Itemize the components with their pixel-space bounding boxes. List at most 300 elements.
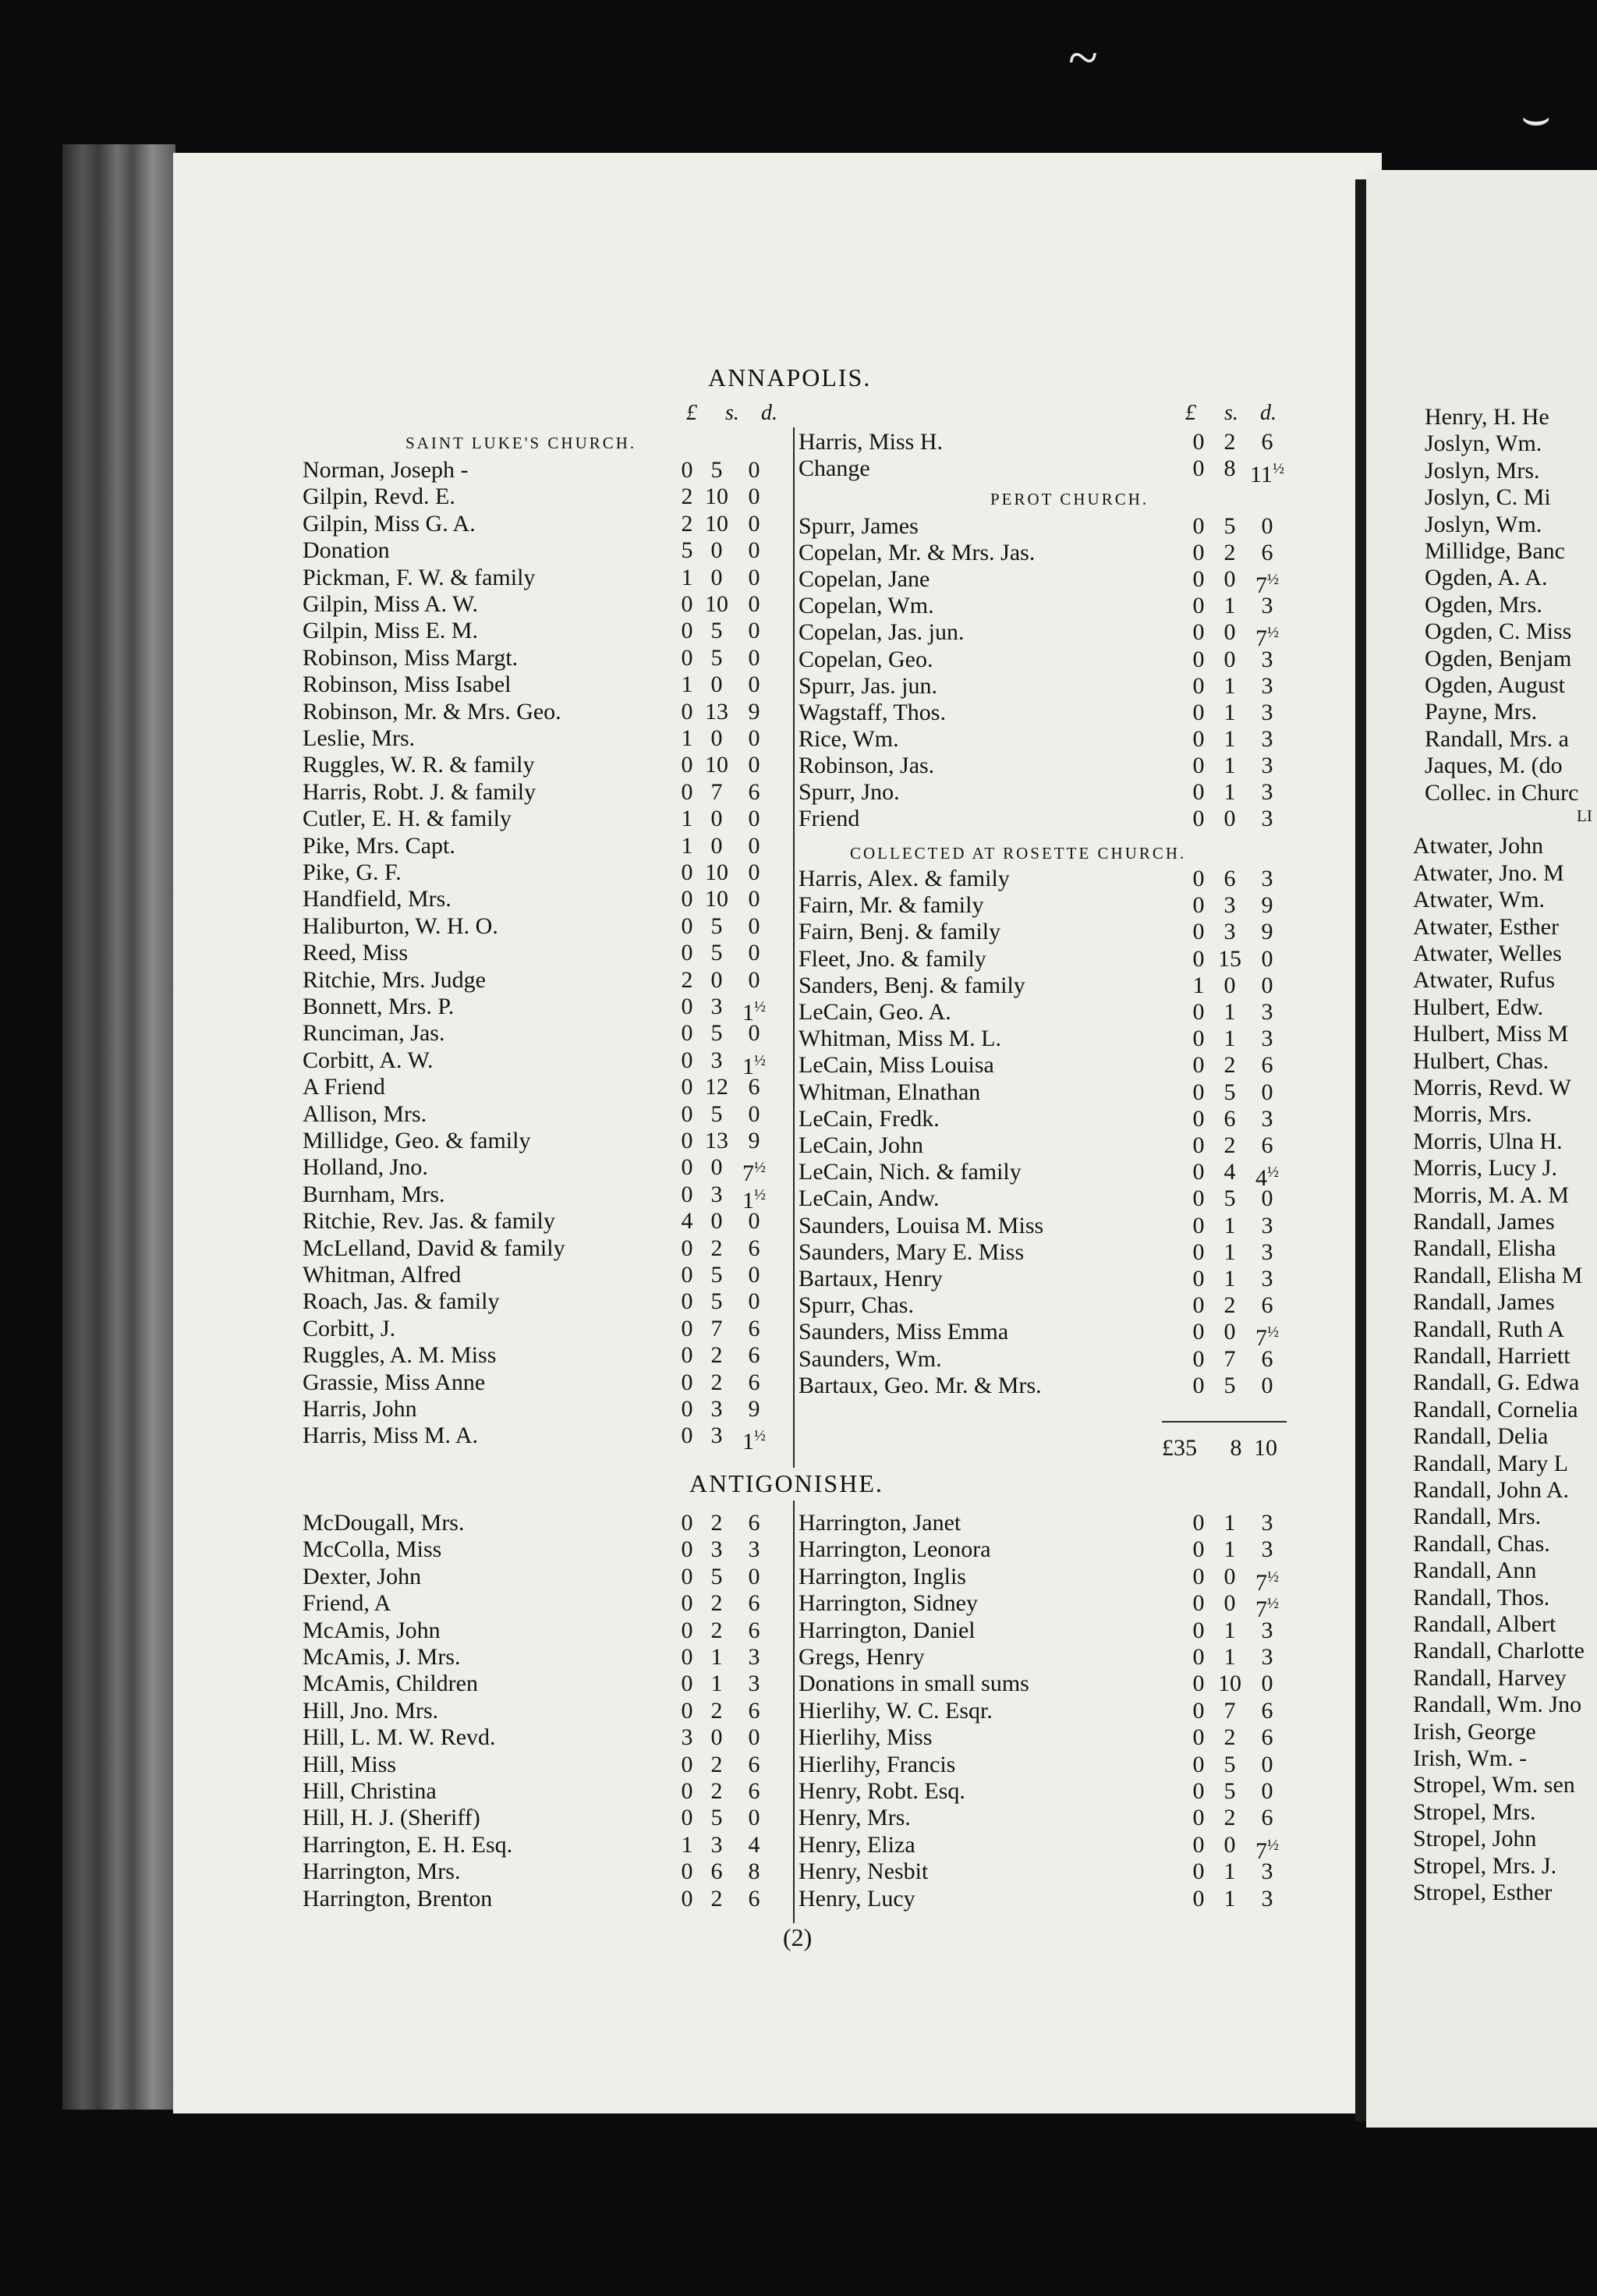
pence-header: d. (761, 401, 777, 425)
contributor-name: Robinson, Jas. (798, 752, 935, 778)
amount-shillings: 5 (710, 912, 723, 939)
right-page-entry: Atwater, Esther (1413, 913, 1560, 940)
contributor-name: Gregs, Henry (798, 1644, 925, 1670)
ledger-row (303, 806, 775, 832)
page-number: (2) (783, 1923, 813, 1951)
amount-pence: 3 (1261, 1536, 1273, 1563)
amount-pounds: 0 (1192, 513, 1205, 539)
amount-pence: 0 (748, 940, 760, 966)
amount-pence: 0 (748, 806, 760, 832)
ledger-row (303, 537, 775, 564)
amount-pounds: 0 (1192, 455, 1205, 481)
ledger-row (303, 699, 775, 725)
right-page-entry: Ogden, Benjam (1425, 645, 1572, 671)
ledger-row (303, 1020, 775, 1047)
amount-shillings: 1 (1223, 1510, 1236, 1536)
contributor-name: Harrington, Mrs. (303, 1858, 461, 1885)
amount-pounds: 0 (1192, 1372, 1205, 1398)
contributor-name: Hierlihy, W. C. Esqr. (798, 1697, 993, 1724)
amount-pence: 0 (748, 1563, 760, 1589)
amount-pence: 6 (1261, 1345, 1273, 1372)
amount-shillings: 0 (710, 537, 723, 564)
amount-pounds: 0 (1192, 919, 1205, 945)
amount-pence: 3 (1261, 866, 1273, 891)
ledger-row (303, 1752, 775, 1778)
contributor-name: Hill, Miss (303, 1751, 397, 1777)
amount-pounds: 5 (681, 537, 693, 564)
amount-pounds: 0 (681, 1423, 693, 1449)
amount-pence: 9 (1261, 919, 1273, 945)
amount-pence: 6 (748, 1778, 760, 1804)
amount-pounds: 0 (1192, 1292, 1205, 1319)
amount-pounds: 0 (681, 1671, 693, 1697)
right-page-entry: Atwater, Wm. (1413, 887, 1546, 913)
amount-shillings: 6 (1223, 1105, 1236, 1132)
amount-shillings: 2 (1223, 1724, 1236, 1751)
amount-pence: 0 (748, 966, 760, 993)
amount-pence: 3 (1261, 725, 1273, 752)
section-saint-lukes: SAINT LUKE'S CHURCH. (405, 434, 637, 452)
contributor-name: Henry, Eliza (798, 1831, 915, 1858)
contributor-name: Robinson, Miss Margt. (303, 644, 519, 671)
right-page-entry: Randall, Thos. (1413, 1584, 1550, 1610)
contributor-name: Hill, Christina (303, 1778, 437, 1804)
shillings-header-mid: s. (1224, 401, 1238, 425)
amount-pounds: 0 (681, 1100, 693, 1127)
right-page-entry: Randall, James (1413, 1289, 1555, 1316)
amount-pence: $1^{\frac{1}{2}}$ (742, 1427, 766, 1455)
ledger-row (798, 673, 1288, 700)
right-page-entry: Randall, Elisha M (1413, 1262, 1583, 1288)
amount-pounds: 0 (1192, 1132, 1205, 1158)
amount-pence: 0 (748, 1100, 760, 1127)
amount-pounds: 0 (1192, 1885, 1205, 1912)
ledger-row (303, 1101, 775, 1128)
right-page-entry: Ogden, A. A. (1425, 565, 1548, 591)
heading-annapolis: ANNAPOLIS. (708, 363, 872, 392)
ledger-row (798, 946, 1288, 973)
contributor-name: Friend, A (303, 1590, 391, 1617)
amount-pounds: 1 (1192, 972, 1205, 998)
amount-pounds: 0 (681, 1020, 693, 1047)
contributor-name: Gilpin, Miss E. M. (303, 618, 479, 644)
amount-pounds: 0 (681, 1128, 693, 1153)
ledger-row (303, 1724, 775, 1751)
ledger-row (798, 619, 1288, 652)
amount-shillings: 0 (1223, 1319, 1236, 1345)
amount-shillings: 1 (1223, 1266, 1236, 1292)
contributor-name: Roach, Jas. & family (303, 1288, 500, 1315)
amount-pounds: 0 (1192, 999, 1205, 1025)
contributor-name: Ritchie, Rev. Jas. & family (303, 1208, 555, 1235)
amount-pounds: 1 (681, 1831, 693, 1858)
ledger-row (798, 1805, 1288, 1831)
amount-shillings: 0 (1223, 806, 1236, 832)
contributor-name: McDougall, Mrs. (303, 1510, 465, 1536)
ledger-row (798, 429, 1288, 455)
amount-pounds: 0 (681, 912, 693, 939)
contributor-name: Fairn, Benj. & family (798, 919, 1001, 945)
amount-pounds: 0 (681, 1590, 693, 1617)
contributor-name: Henry, Mrs. (798, 1805, 911, 1831)
amount-pence: 3 (1261, 1212, 1273, 1238)
amount-pounds: 1 (681, 564, 693, 590)
ledger-row (303, 1423, 775, 1455)
ledger-row (303, 1288, 775, 1315)
amount-pounds: 0 (681, 457, 693, 483)
right-page-entry: Joslyn, Wm. (1425, 511, 1542, 537)
amount-shillings: 1 (1223, 999, 1236, 1025)
contributor-name: Fairn, Mr. & family (798, 892, 984, 919)
amount-shillings: 2 (1223, 1805, 1236, 1831)
amount-pence: 3 (1261, 1885, 1273, 1912)
amount-shillings: 1 (1223, 1617, 1236, 1643)
amount-shillings: 3 (710, 1181, 723, 1207)
right-page-entry: Randall, Mrs. a (1425, 725, 1569, 752)
amount-shillings: 1 (710, 1644, 723, 1670)
amount-shillings: 1 (1223, 1536, 1236, 1563)
amount-pounds: 0 (1192, 866, 1205, 891)
ledger-row (798, 1159, 1288, 1192)
amount-shillings: 10 (1218, 1671, 1241, 1697)
amount-pence: 6 (748, 1315, 760, 1341)
right-page-entry: Ogden, August (1425, 672, 1565, 698)
ledger-row (303, 1698, 775, 1724)
contributor-name: Copelan, Mr. & Mrs. Jas. (798, 540, 1036, 566)
amount-pounds: 0 (1192, 566, 1205, 593)
right-page-entry: Hulbert, Chas. (1413, 1047, 1549, 1074)
amount-pence: 3 (1261, 699, 1273, 725)
amount-shillings: 2 (710, 1778, 723, 1804)
amount-pence: 0 (748, 457, 760, 483)
contributor-name: Fleet, Jno. & family (798, 945, 986, 972)
ledger-row (798, 1132, 1288, 1159)
pounds-header: £ (686, 401, 697, 425)
amount-pence: $4^{\frac{1}{2}}$ (1255, 1164, 1279, 1192)
contributor-name: Millidge, Geo. & family (303, 1128, 531, 1153)
contributor-name: Whitman, Elnathan (798, 1079, 981, 1105)
right-page-entry: Ogden, Mrs. (1425, 591, 1542, 618)
amount-pence: 3 (748, 1536, 760, 1563)
amount-shillings: 13 (705, 1128, 728, 1153)
amount-pounds: 0 (681, 1805, 693, 1831)
amount-pounds: 0 (681, 591, 693, 617)
contributor-name: Gilpin, Miss G. A. (303, 510, 476, 537)
amount-pence: 6 (1261, 1132, 1273, 1158)
amount-shillings: 1 (710, 1671, 723, 1697)
amount-shillings: 2 (1223, 1292, 1236, 1319)
amount-pence: $7^{\frac{1}{2}}$ (1255, 1836, 1279, 1864)
contributor-name: Harrington, E. H. Esq. (303, 1831, 513, 1858)
amount-pence: $1^{\frac{1}{2}}$ (742, 1185, 766, 1214)
ledger-row (303, 752, 775, 778)
ledger-row (303, 1564, 775, 1590)
amount-pence: 3 (1261, 806, 1273, 832)
amount-shillings: 1 (1223, 699, 1236, 725)
amount-shillings: 2 (710, 1751, 723, 1777)
ledger-row (798, 1590, 1288, 1623)
amount-pence: 3 (1261, 1510, 1273, 1536)
right-page-entry: Joslyn, C. Mi (1425, 484, 1551, 511)
amount-shillings: 2 (710, 1885, 723, 1912)
amount-pounds: 0 (1192, 725, 1205, 752)
amount-pounds: 0 (681, 1047, 693, 1073)
contributor-name: Burnham, Mrs. (303, 1181, 445, 1207)
ledger-row (303, 1396, 775, 1423)
amount-shillings: 2 (710, 1510, 723, 1536)
amount-pounds: 1 (681, 671, 693, 698)
amount-shillings: 0 (710, 1208, 723, 1235)
ledger-row (798, 1052, 1288, 1079)
amount-shillings: 1 (1223, 779, 1236, 805)
contributor-name: Whitman, Miss M. L. (798, 1026, 1001, 1052)
amount-pence: 6 (1261, 1805, 1273, 1831)
amount-pounds: 0 (681, 698, 693, 725)
amount-pence: 9 (748, 698, 760, 725)
contributor-name: Saunders, Mary E. Miss (798, 1238, 1025, 1265)
ledger-row (303, 886, 775, 912)
contributor-name: Henry, Nesbit (798, 1858, 929, 1885)
amount-shillings: 5 (1223, 1079, 1236, 1105)
amount-pounds: 0 (681, 752, 693, 778)
amount-shillings: 6 (710, 1858, 723, 1885)
amount-pounds: 4 (681, 1208, 693, 1235)
contributor-name: Spurr, Jas. jun. (798, 672, 937, 699)
contributor-name: Copelan, Wm. (798, 593, 934, 619)
contributor-name: Cutler, E. H. & family (303, 806, 512, 832)
contributor-name: Gilpin, Miss A. W. (303, 591, 479, 617)
amount-shillings: 10 (705, 886, 728, 912)
amount-shillings: 8 (1223, 455, 1236, 481)
ledger-row (303, 1235, 775, 1262)
amount-pence: 3 (1261, 672, 1273, 699)
film-mark-curve: ⌣ (1521, 91, 1552, 143)
amount-pounds: 0 (1192, 646, 1205, 672)
right-page-entry: Millidge, Banc (1425, 538, 1565, 564)
ledger-row (798, 1292, 1288, 1319)
amount-pence: 6 (748, 1751, 760, 1777)
ledger-row (303, 1858, 775, 1885)
pounds-header-mid: £ (1185, 401, 1196, 425)
amount-pounds: 0 (1192, 1052, 1205, 1079)
ledger-row (303, 1886, 775, 1912)
ledger-row (798, 540, 1288, 566)
amount-pence: 3 (1261, 1644, 1273, 1670)
amount-shillings: 5 (1223, 1185, 1236, 1212)
amount-pounds: 0 (681, 1885, 693, 1912)
right-page-entry: Randall, Cornelia (1413, 1396, 1578, 1423)
right-page-entry: Payne, Mrs. (1425, 699, 1538, 725)
contributor-name: Harris, Alex. & family (798, 866, 1010, 891)
ledger-row (798, 1239, 1288, 1266)
ledger-row (798, 1106, 1288, 1132)
contributor-name: Donations in small sums (798, 1671, 1029, 1697)
amount-pounds: 0 (681, 1697, 693, 1724)
amount-pounds: 0 (1192, 1644, 1205, 1670)
amount-pence: 0 (748, 510, 760, 537)
amount-shillings: 2 (1223, 1052, 1236, 1079)
ledger-row (303, 779, 775, 806)
amount-shillings: 2 (1223, 540, 1236, 566)
ledger-row (303, 1316, 775, 1342)
amount-pounds: 0 (681, 1536, 693, 1563)
ledger-row (303, 457, 775, 484)
amount-shillings: 5 (710, 940, 723, 966)
amount-pounds: 0 (1192, 1159, 1205, 1185)
pence-header-mid: d. (1260, 401, 1277, 425)
amount-pence: 6 (1261, 1292, 1273, 1319)
amount-pence: 6 (748, 1885, 760, 1912)
right-page-entry: Stropel, Mrs. (1413, 1798, 1536, 1825)
contributor-name: Grassie, Miss Anne (303, 1369, 486, 1395)
section-rosette: COLLECTED AT ROSETTE CHURCH. (850, 844, 1187, 863)
right-page-entry: Hulbert, Edw. (1413, 994, 1544, 1020)
amount-shillings: 0 (1223, 972, 1236, 998)
film-mark-squiggle: ~ (1068, 28, 1098, 88)
ledger-row (798, 999, 1288, 1026)
amount-pence: 3 (1261, 752, 1273, 778)
amount-pounds: 0 (1192, 1778, 1205, 1804)
ledger-row (798, 726, 1288, 753)
contributor-name: Handfield, Mrs. (303, 886, 451, 912)
amount-shillings: 0 (710, 725, 723, 751)
amount-shillings: 0 (710, 806, 723, 832)
amount-shillings: 2 (1223, 429, 1236, 455)
right-page-entry: Morris, Ulna H. (1413, 1128, 1563, 1154)
ledger-row (303, 725, 775, 752)
contributor-name: Spurr, James (798, 513, 919, 539)
right-page-entry: Irish, Wm. - (1413, 1745, 1528, 1771)
right-page-entry: Morris, Revd. W (1413, 1075, 1571, 1100)
amount-pounds: 0 (681, 1751, 693, 1777)
ledger-row (798, 1510, 1288, 1536)
amount-pounds: 0 (1192, 429, 1205, 455)
amount-shillings: 5 (1223, 1372, 1236, 1398)
amount-pence: 0 (748, 725, 760, 751)
ledger-row (303, 1644, 775, 1671)
amount-shillings: 2 (710, 1590, 723, 1617)
contributor-name: Pike, Mrs. Capt. (303, 832, 455, 859)
contributor-name: Saunders, Miss Emma (798, 1319, 1009, 1345)
amount-pence: 8 (748, 1858, 760, 1885)
amount-shillings: 10 (705, 484, 728, 510)
ledger-row (303, 833, 775, 859)
section-perot: PEROT CHURCH. (990, 490, 1149, 508)
right-page (1366, 170, 1597, 2128)
column-divider (793, 427, 795, 1468)
amount-pounds: 0 (681, 1369, 693, 1395)
amount-shillings: 3 (710, 1831, 723, 1858)
contributor-name: Harris, Miss M. A. (303, 1423, 479, 1449)
amount-pence: 0 (748, 912, 760, 939)
contributor-name: Robinson, Miss Isabel (303, 671, 512, 698)
right-page-entry: Randall, Mrs. (1413, 1504, 1542, 1530)
ledger-row (798, 806, 1288, 832)
amount-pounds: 0 (1192, 1858, 1205, 1885)
amount-shillings: 3 (1223, 919, 1236, 945)
amount-pence: 6 (748, 1510, 760, 1536)
contributor-name: LeCain, Andw. (798, 1185, 940, 1212)
amount-pounds: 0 (1192, 1345, 1205, 1372)
amount-pence: 0 (1261, 513, 1273, 539)
amount-pounds: 0 (1192, 752, 1205, 778)
amount-pence: 0 (1261, 1778, 1273, 1804)
ledger-row (303, 1154, 775, 1187)
shillings-header: s. (725, 401, 739, 425)
amount-pence: 0 (1261, 945, 1273, 972)
amount-pence: 0 (1261, 1185, 1273, 1212)
total-pounds: £35 (1162, 1435, 1197, 1461)
amount-pence: $7^{\frac{1}{2}}$ (1255, 1568, 1279, 1596)
contributor-name: Reed, Miss (303, 940, 408, 966)
ledger-row (798, 1373, 1288, 1399)
amount-pence: 0 (1261, 1372, 1273, 1398)
ledger-row (303, 671, 775, 698)
amount-pence: 0 (748, 671, 760, 698)
amount-shillings: 5 (710, 1805, 723, 1831)
amount-pounds: 0 (1192, 892, 1205, 919)
contributor-name: Leslie, Mrs. (303, 725, 416, 751)
ledger-row (303, 1074, 775, 1100)
amount-pounds: 0 (681, 1858, 693, 1885)
ledger-row (303, 1262, 775, 1288)
amount-pounds: 0 (1192, 1697, 1205, 1724)
amount-shillings: 2 (710, 1342, 723, 1369)
amount-pounds: 1 (681, 832, 693, 859)
right-page-entry: Randall, James (1413, 1209, 1555, 1235)
contributor-name: Hill, L. M. W. Revd. (303, 1724, 496, 1751)
amount-shillings: 5 (710, 1563, 723, 1589)
contributor-name: Spurr, Jno. (798, 779, 900, 805)
amount-pounds: 0 (1192, 779, 1205, 805)
right-page-entry: Randall, Delia (1413, 1423, 1549, 1450)
amount-shillings: 0 (1223, 619, 1236, 646)
amount-shillings: 0 (1223, 1563, 1236, 1589)
amount-pence: $1^{\frac{1}{2}}$ (742, 998, 766, 1026)
amount-pence: 6 (1261, 540, 1273, 566)
contributor-name: Haliburton, W. H. O. (303, 912, 498, 939)
contributor-name: Whitman, Alfred (303, 1262, 462, 1288)
ledger-row (798, 1026, 1288, 1052)
amount-shillings: 7 (1223, 1697, 1236, 1724)
amount-pence: 0 (748, 1724, 760, 1751)
amount-shillings: 0 (710, 832, 723, 859)
amount-shillings: 2 (710, 1697, 723, 1724)
total-pence: 10 (1254, 1435, 1277, 1461)
right-page-entry: Stropel, Esther (1413, 1880, 1553, 1905)
contributor-name: Bartaux, Geo. Mr. & Mrs. (798, 1372, 1042, 1398)
amount-shillings: 1 (1223, 1644, 1236, 1670)
ledger-row (798, 1617, 1288, 1644)
amount-pounds: 0 (681, 1644, 693, 1670)
amount-pounds: 0 (1192, 1212, 1205, 1238)
ledger-row (303, 859, 775, 886)
amount-shillings: 5 (1223, 1778, 1236, 1804)
right-page-entry: Irish, George (1413, 1718, 1536, 1745)
contributor-name: McLelland, David & family (303, 1235, 565, 1261)
ledger-row (303, 511, 775, 537)
amount-pence: 0 (748, 886, 760, 912)
right-page-entry: Atwater, Rufus (1413, 967, 1556, 994)
amount-pounds: 0 (1192, 945, 1205, 972)
amount-shillings: 5 (1223, 1751, 1236, 1777)
amount-shillings: 3 (710, 1423, 723, 1449)
ledger-row (303, 565, 775, 591)
contributor-name: Copelan, Geo. (798, 646, 933, 672)
amount-pounds: 0 (1192, 619, 1205, 646)
amount-shillings: 10 (705, 859, 728, 885)
book-spine (62, 144, 175, 2110)
